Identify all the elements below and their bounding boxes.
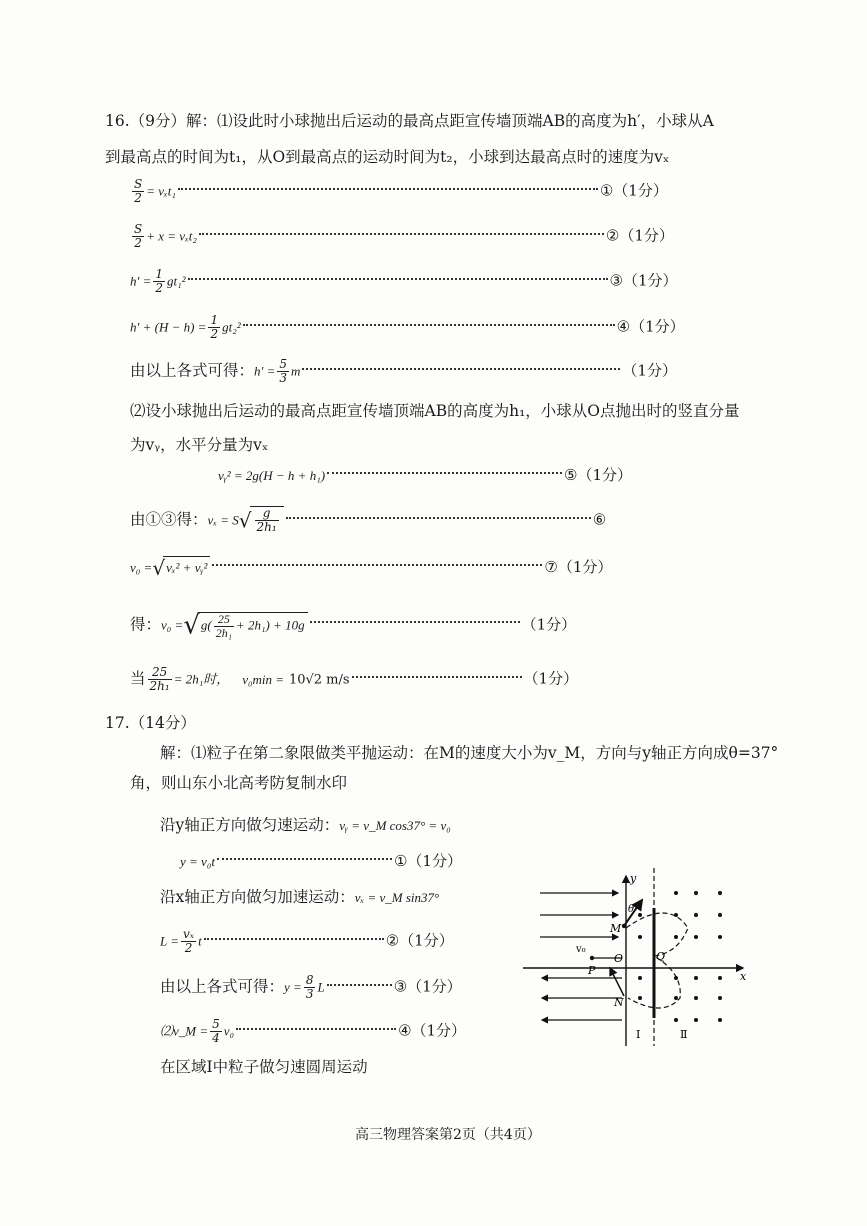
field-lines-left (542, 978, 622, 1020)
q17-line3: 沿y轴正方向做匀速运动：vᵧ = v_M cos37° = v₀ (160, 816, 451, 834)
q17-line1: 解：⑴粒子在第二象限做类平抛运动：在M的速度大小为v_M，方向与y轴正方向成θ=37° (160, 744, 779, 762)
q17-line8: ⑵v_M = $\frac{5}{4}$ v₀ ④（1分） (160, 1017, 467, 1045)
q17-line9: 在区域Ⅰ中粒子做匀速圆周运动 (160, 1058, 368, 1076)
label-p: P (588, 964, 596, 977)
q16-head: 16.（9分）解：⑴设此时小球抛出后运动的最高点距宣传墙顶端AB的高度为h′，小球从A (105, 112, 714, 130)
label-region1: Ⅰ (636, 1028, 641, 1041)
label-m: M (610, 922, 622, 935)
label-v0: v₀ (576, 944, 586, 955)
q16-part2-line2: 为vᵧ，水平分量为vₓ (130, 436, 269, 454)
label-region2: Ⅱ (680, 1028, 688, 1041)
q17-line5: 沿x轴正方向做匀加速运动：vₓ = v_M sin37° (160, 888, 440, 906)
label-o: O (614, 952, 624, 965)
q17-line2: 角，则山东小北高考防复制水印 (130, 774, 348, 792)
q16-eq2: $\frac{S}{2}$ + x = vₓt₂ ②（1分） (134, 222, 674, 250)
label-q: Q (656, 950, 666, 963)
q16-eq4: h′ + (H − h) = $\frac{1}{2}$ gt₂² ④（1分） (130, 313, 685, 341)
q16-eq1: $\frac{S}{2}$ = vₓt₁ ①（1分） (134, 177, 668, 205)
q16-result1: 由以上各式可得：h′ = $\frac{5}{3}$ m （1分） (130, 357, 677, 385)
q16-eq3: h′ = $\frac{1}{2}$ gt₁² ③（1分） (130, 267, 678, 295)
q16-head2: 到最高点的时间为t₁，从O到最高点的运动时间为t₂，小球到达最高点时的速度为vₓ (105, 148, 670, 166)
q16-eq9: 当 $\frac{25}{\text{2h₁}}$ = 2h₁时， v₀min = 10√2 m/s （1分） (130, 665, 579, 693)
page-footer: 高三物理答案第2页（共4页） (355, 1127, 541, 1143)
q16-part2-line1: ⑵设小球抛出后运动的最高点距宣传墙顶端AB的高度为h₁，小球从O点抛出时的竖直分量 (130, 402, 740, 420)
q16-eq7: v₀ =√vₓ² + vᵧ² ⑦（1分） (130, 556, 613, 580)
q17-line4: y = v₀t ①（1分） (180, 852, 462, 870)
label-y: y (630, 872, 637, 885)
label-x: x (740, 970, 747, 983)
q17-line6: L = $\frac{\text{vₓ}}{2}$ t ②（1分） (160, 927, 454, 955)
q17-head: 17.（14分） (105, 714, 196, 732)
label-n: N (614, 996, 624, 1009)
q16-eq8: 得：v₀ =√g( $\frac{25}{\text{2h₁}}$ + 2h₁) + 10g （1分） (130, 610, 577, 641)
q17-line7: 由以上各式可得：y = $\frac{8}{3}$ L ③（1分） (160, 973, 462, 1001)
q16-eq6: 由①③得：vₓ = S√ $\frac{g}{\text{2h₁}}$ ⑥ (130, 506, 607, 534)
field-diagram (518, 868, 768, 1048)
field-lines-right (540, 893, 618, 937)
label-theta: θ (628, 904, 635, 915)
q16-eq5: vᵧ² = 2g(H − h + h₁) ⑤（1分） (218, 466, 633, 484)
